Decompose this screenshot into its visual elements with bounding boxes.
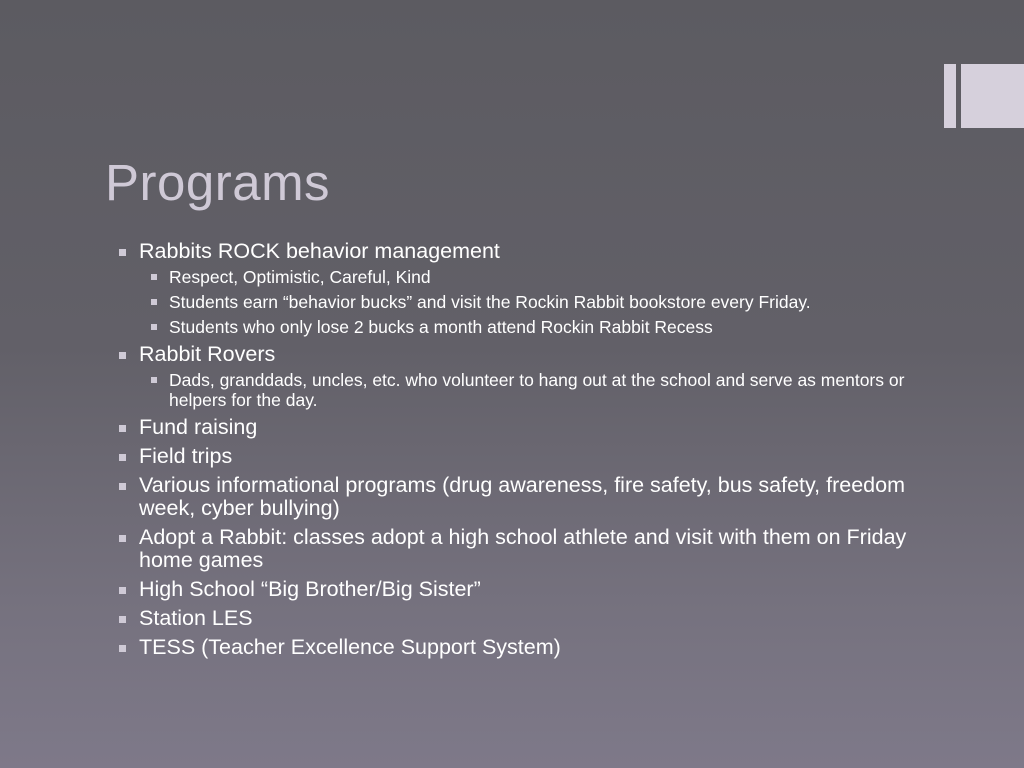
- square-bullet-icon: [151, 377, 157, 383]
- sub-bullet-text: Students earn “behavior bucks” and visit the Rockin Rabbit bookstore every Friday.: [169, 292, 811, 312]
- square-bullet-icon: [151, 274, 157, 280]
- square-bullet-icon: [151, 324, 157, 330]
- slide-title: Programs: [105, 154, 331, 211]
- bullet-text: Station LES: [139, 606, 253, 630]
- square-bullet-icon: [119, 645, 126, 652]
- bullet-item: [116, 526, 916, 572]
- bullet-text: Field trips: [139, 444, 233, 468]
- square-bullet-icon: [119, 587, 126, 594]
- square-bullet-icon: [119, 535, 126, 542]
- decoration-wide-bar: [961, 64, 1024, 128]
- square-bullet-icon: [119, 454, 126, 461]
- square-bullet-icon: [119, 249, 126, 256]
- bullet-text: Rabbit Rovers: [139, 342, 276, 366]
- sub-bullet-list: [139, 370, 916, 410]
- sub-bullet-text: Respect, Optimistic, Careful, Kind: [169, 267, 431, 287]
- bullet-text: Various informational programs (drug awareness, fire safety, bus safety, freedom week, cyber bullying): [139, 473, 905, 520]
- bullet-item: [116, 445, 916, 468]
- sub-bullet-text: Dads, granddads, uncles, etc. who volunteer to hang out at the school and serve as mentors or helpers for the day.: [169, 370, 905, 410]
- corner-decoration: [944, 64, 1024, 128]
- bullet-item: [116, 578, 916, 601]
- slide-content: [116, 240, 916, 665]
- bullet-text: TESS (Teacher Excellence Support System): [139, 635, 561, 659]
- bullet-item: [116, 416, 916, 439]
- sub-bullet-item: [139, 267, 916, 287]
- decoration-thin-bar: [944, 64, 956, 128]
- bullet-text: Rabbits ROCK behavior management: [139, 239, 500, 263]
- square-bullet-icon: [119, 616, 126, 623]
- bullet-text: High School “Big Brother/Big Sister”: [139, 577, 481, 601]
- bullet-item: [116, 636, 916, 659]
- bullet-item: [116, 343, 916, 410]
- square-bullet-icon: [119, 352, 126, 359]
- sub-bullet-item: [139, 292, 916, 312]
- sub-bullet-list: [139, 267, 916, 337]
- square-bullet-icon: [151, 299, 157, 305]
- square-bullet-icon: [119, 483, 126, 490]
- bullet-item: [116, 474, 916, 520]
- sub-bullet-text: Students who only lose 2 bucks a month attend Rockin Rabbit Recess: [169, 317, 713, 337]
- square-bullet-icon: [119, 425, 126, 432]
- bullet-item: [116, 240, 916, 337]
- bullet-item: [116, 607, 916, 630]
- bullet-list: [116, 240, 916, 659]
- bullet-text: Adopt a Rabbit: classes adopt a high school athlete and visit with them on Friday home games: [139, 525, 907, 572]
- sub-bullet-item: [139, 370, 916, 410]
- sub-bullet-item: [139, 317, 916, 337]
- bullet-text: Fund raising: [139, 415, 258, 439]
